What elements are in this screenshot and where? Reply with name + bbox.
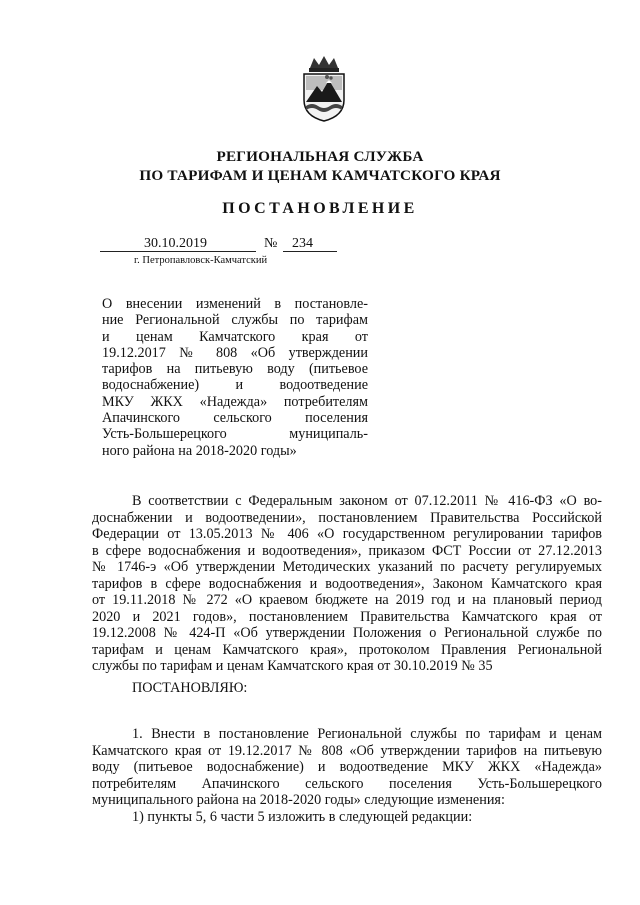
preamble-paragraph [92, 493, 602, 675]
clause-line: Камчатского края от 19.12.2017 № 808 «Об утверждении тарифов на питьевую [92, 742, 602, 759]
subject-line: ние Региональной службы по тарифам [102, 312, 368, 329]
subject-line: ного района на 2018-2020 годы» [102, 442, 297, 459]
preamble-line: 2020 и 2021 годов», постановлением Правительства Камчатского края от [92, 608, 602, 625]
clause-1-paragraph [92, 726, 602, 825]
preamble-line: от 19.11.2018 № 272 «О краевом бюджете на 2019 год и на плановый период [92, 592, 602, 608]
clause-line: 1) пункты 5, 6 части 5 изложить в следующей редакции: [132, 808, 473, 825]
subject-line: МКУ ЖКХ «Надежда» потребителям [102, 393, 368, 410]
date-underline [100, 251, 256, 252]
document-subject [102, 296, 368, 459]
preamble-line: № 1746-э «Об утверждении Методических указаний по расчету регулируемых [92, 559, 602, 575]
clause-line: потребителям Апачинского сельского поселения Усть-Большерецкого [92, 775, 602, 792]
preamble-line: службы по тарифам и ценам Камчатского края от 30.10.2019 № 35 [92, 658, 493, 674]
preamble-line: в сфере водоснабжения и водоотведения», приказом ФСТ России от 27.12.2013 [92, 542, 602, 559]
subject-line: тарифов на питьевую воду (питьевое [102, 361, 368, 378]
preamble-line: тарифам и ценам Камчатского края», протоколом Правления Региональной [92, 641, 602, 658]
preamble-line: 19.12.2008 № 424-П «Об утверждении Положения о Региональной службе по [92, 625, 602, 641]
subject-line: Апачинского сельского поселения [102, 410, 368, 427]
resolve-heading: ПОСТАНОВЛЯЮ: [132, 680, 248, 696]
clause-line: 1. Внести в постановление Региональной службы по тарифам и ценам [132, 726, 602, 742]
clause-line: муниципального района на 2018-2020 годы» следующие изменения: [92, 792, 505, 808]
kamchatka-coat-of-arms-icon [300, 56, 348, 122]
document-date: 30.10.2019 [144, 236, 207, 251]
org-name-line-2: ПО ТАРИФАМ И ЦЕНАМ КАМЧАТСКОГО КРАЯ [139, 167, 501, 184]
preamble-line: Федерации от 13.05.2013 № 406 «О государственном регулировании тарифов [92, 526, 602, 542]
document-number: 234 [292, 236, 313, 251]
preamble-line: тарифов в сфере водоснабжения и водоотведения», Законом Камчатского края [92, 575, 602, 592]
document-type-title: ПОСТАНОВЛЕНИЕ [222, 200, 418, 217]
document-city: г. Петропавловск-Камчатский [134, 255, 268, 266]
subject-line: Усть-Большерецкого муниципаль- [102, 426, 368, 443]
number-underline [283, 251, 337, 252]
number-sign: № [264, 236, 278, 251]
org-name-line-1: РЕГИОНАЛЬНАЯ СЛУЖБА [216, 148, 424, 165]
preamble-line: доснабжении и водоотведении», постановлением Правительства Российской [92, 509, 602, 526]
subject-line: 19.12.2017 № 808 «Об утверждении [102, 344, 368, 361]
preamble-line: В соответствии с Федеральным законом от 07.12.2011 № 416-ФЗ «О во- [132, 493, 602, 509]
subject-line: водоснабжение) и водоотведение [102, 377, 368, 394]
subject-line: О внесении изменений в постановле- [102, 296, 368, 312]
subject-line: и ценам Камчатского края от [102, 328, 368, 345]
clause-line: воду (питьевое водоснабжение) и водоотведение МКУ ЖКХ «Надежда» [92, 759, 602, 775]
